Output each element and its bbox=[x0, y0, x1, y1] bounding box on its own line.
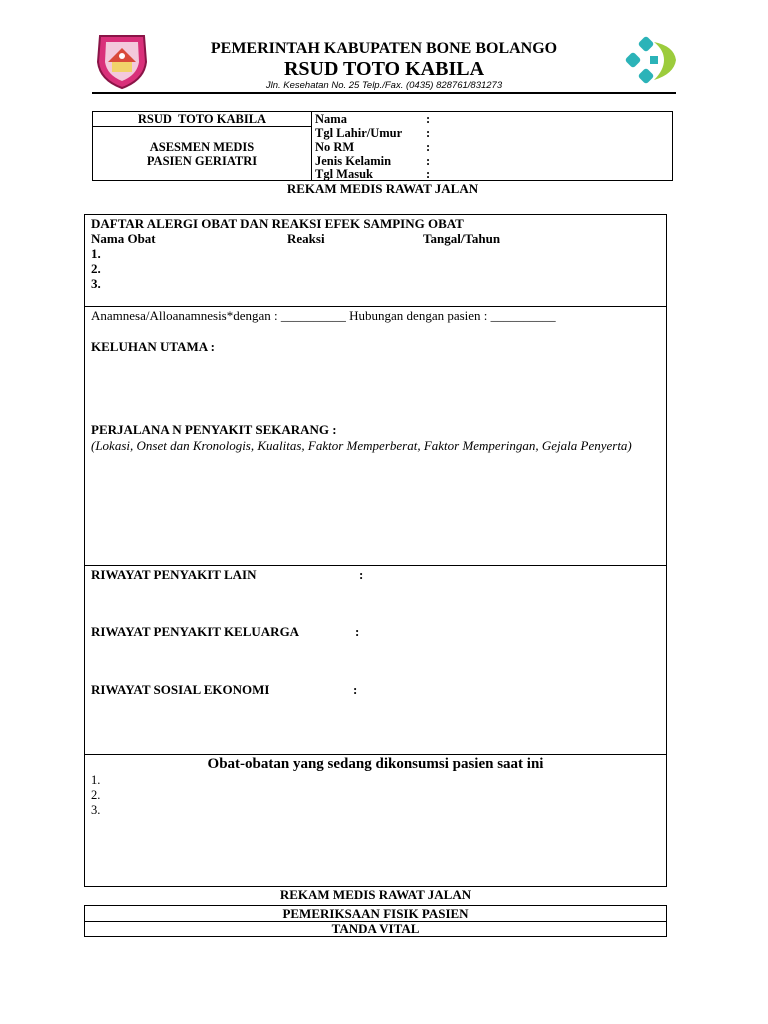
field-jenis-kelamin-label: Jenis Kelamin bbox=[315, 154, 392, 168]
field-no-rm-label: No RM bbox=[315, 140, 355, 154]
section-divider bbox=[85, 565, 666, 566]
tanda-vital-title: TANDA VITAL bbox=[331, 921, 420, 936]
obat-item-1: 1. bbox=[91, 773, 101, 787]
section-divider bbox=[85, 306, 666, 307]
perjalanan-penyakit-note: (Lokasi, Onset dan Kronologis, Kualitas, Faktor Memperberat, Faktor Memperingan, Gejala Penyerta) bbox=[91, 438, 632, 453]
riwayat-colon: : bbox=[353, 682, 358, 697]
anamnesa-line: Anamnesa/Alloanamnesis*dengan : __________ Hubungan dengan pasien : __________ bbox=[91, 308, 556, 323]
patient-id-box bbox=[92, 111, 673, 181]
header-rule bbox=[92, 92, 676, 94]
field-colon: : bbox=[426, 167, 431, 181]
section-divider bbox=[85, 754, 666, 755]
allergy-col-obat: Nama Obat bbox=[91, 231, 156, 246]
field-colon: : bbox=[426, 140, 431, 154]
allergy-col-tanggal: Tangal/Tahun bbox=[423, 231, 501, 246]
allergy-title: DAFTAR ALERGI OBAT DAN REAKSI EFEK SAMPING OBAT bbox=[91, 216, 464, 231]
field-colon: : bbox=[426, 126, 431, 140]
main-form-box bbox=[84, 214, 667, 887]
form-title-line1: ASESMEN MEDIS bbox=[149, 140, 255, 154]
form-title-line2: PASIEN GERIATRI bbox=[146, 154, 258, 168]
id-box-hospital-divider bbox=[93, 126, 311, 127]
field-tgl-lahir-label: Tgl Lahir/Umur bbox=[315, 126, 403, 140]
keluhan-utama-label: KELUHAN UTAMA : bbox=[91, 339, 215, 354]
pemeriksaan-fisik-title: PEMERIKSAAN FISIK PASIEN bbox=[282, 906, 469, 921]
health-ministry-logo-icon bbox=[624, 36, 682, 86]
field-nama-label: Nama bbox=[315, 112, 347, 126]
id-box-divider bbox=[311, 112, 312, 180]
allergy-col-reaksi: Reaksi bbox=[287, 231, 325, 246]
obat-item-3: 3. bbox=[91, 803, 101, 817]
hospital-title: RSUD TOTO KABILA bbox=[283, 58, 485, 80]
pemeriksaan-fisik-box bbox=[84, 905, 667, 937]
field-colon: : bbox=[426, 112, 431, 126]
obat-title: Obat-obatan yang sedang dikonsumsi pasien saat ini bbox=[207, 756, 544, 772]
perjalanan-penyakit-label: PERJALANA N PENYAKIT SEKARANG : bbox=[91, 422, 337, 437]
footer-rekam-medis-title: REKAM MEDIS RAWAT JALAN bbox=[279, 887, 472, 902]
id-box-hospital: RSUD TOTO KABILA bbox=[137, 112, 267, 126]
riwayat-penyakit-keluarga-label: RIWAYAT PENYAKIT KELUARGA bbox=[91, 624, 300, 639]
allergy-item-1: 1. bbox=[91, 246, 101, 261]
allergy-item-3: 3. bbox=[91, 276, 101, 291]
hospital-address: Jln. Kesehatan No. 25 Telp./Fax. (0435) 828761/831273 bbox=[265, 80, 503, 91]
riwayat-sosial-ekonomi-label: RIWAYAT SOSIAL EKONOMI bbox=[91, 682, 270, 697]
riwayat-colon: : bbox=[355, 624, 360, 639]
riwayat-penyakit-lain-label: RIWAYAT PENYAKIT LAIN bbox=[91, 567, 257, 582]
rekam-medis-title: REKAM MEDIS RAWAT JALAN bbox=[286, 181, 479, 196]
field-colon: : bbox=[426, 154, 431, 168]
field-tgl-masuk-label: Tgl Masuk bbox=[315, 167, 374, 181]
riwayat-colon: : bbox=[359, 567, 364, 582]
government-title: PEMERINTAH KABUPATEN BONE BOLANGO bbox=[210, 40, 558, 57]
obat-item-2: 2. bbox=[91, 788, 101, 802]
regency-emblem-icon bbox=[94, 32, 150, 90]
allergy-item-2: 2. bbox=[91, 261, 101, 276]
